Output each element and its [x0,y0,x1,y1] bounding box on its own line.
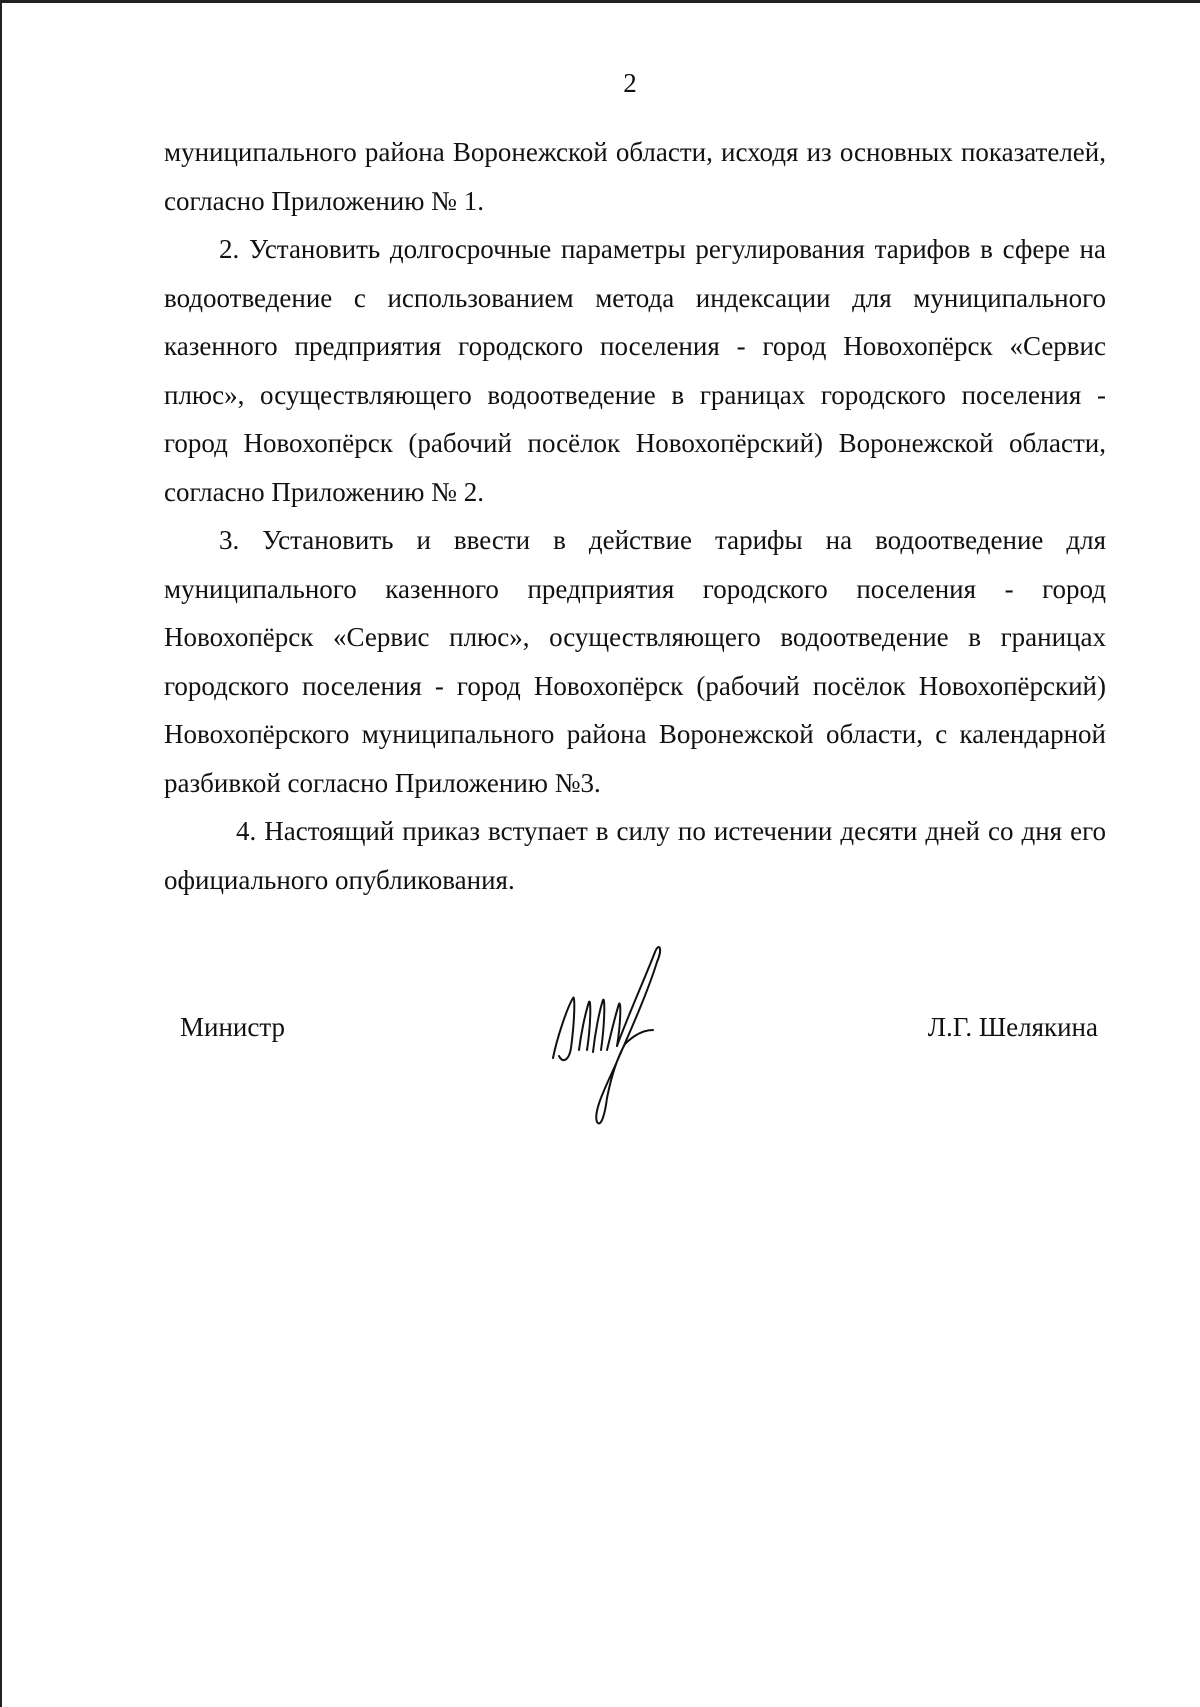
paragraph-item-4: 4. Настоящий приказ вступает в силу по истечении десяти дней со дня его официального опубликования. [164,816,1106,895]
signer-position: Министр [180,1012,285,1042]
document-body [164,128,1106,904]
paragraph-item-3: 3. Установить и ввести в действие тарифы на водоотведение для муниципального казенного предприятия городского поселения - город Новохопёрск «Сервис плюс», осуществляющего водоотведение в границах городского поселения - город Новохопёрск (рабочий посёлок Новохопёрский) Новохопёрского муниципального района Воронежской области, с календарной разбивкой согласно Приложению №3. [164,525,1106,798]
scan-edge-left [0,0,2,1707]
signer-name: Л.Г. Шелякина [927,1012,1098,1042]
paragraph-item-2: 2. Установить долгосрочные параметры регулирования тарифов в сфере на водоотведение с использованием метода индексации для муниципального казенного предприятия городского поселения - город Новохопёрск «Сервис плюс», осуществляющего водоотведение в границах городского поселения - город Новохопёрск (рабочий посёлок Новохопёрский) Воронежской области, согласно Приложению № 2. [164,234,1106,507]
scan-edge-top [0,0,1200,3]
paragraph-continuation: муниципального района Воронежской области, исходя из основных показателей, согласно Приложению № 1. [164,137,1106,216]
handwritten-signature [545,938,675,1128]
page-number: 2 [623,68,637,98]
